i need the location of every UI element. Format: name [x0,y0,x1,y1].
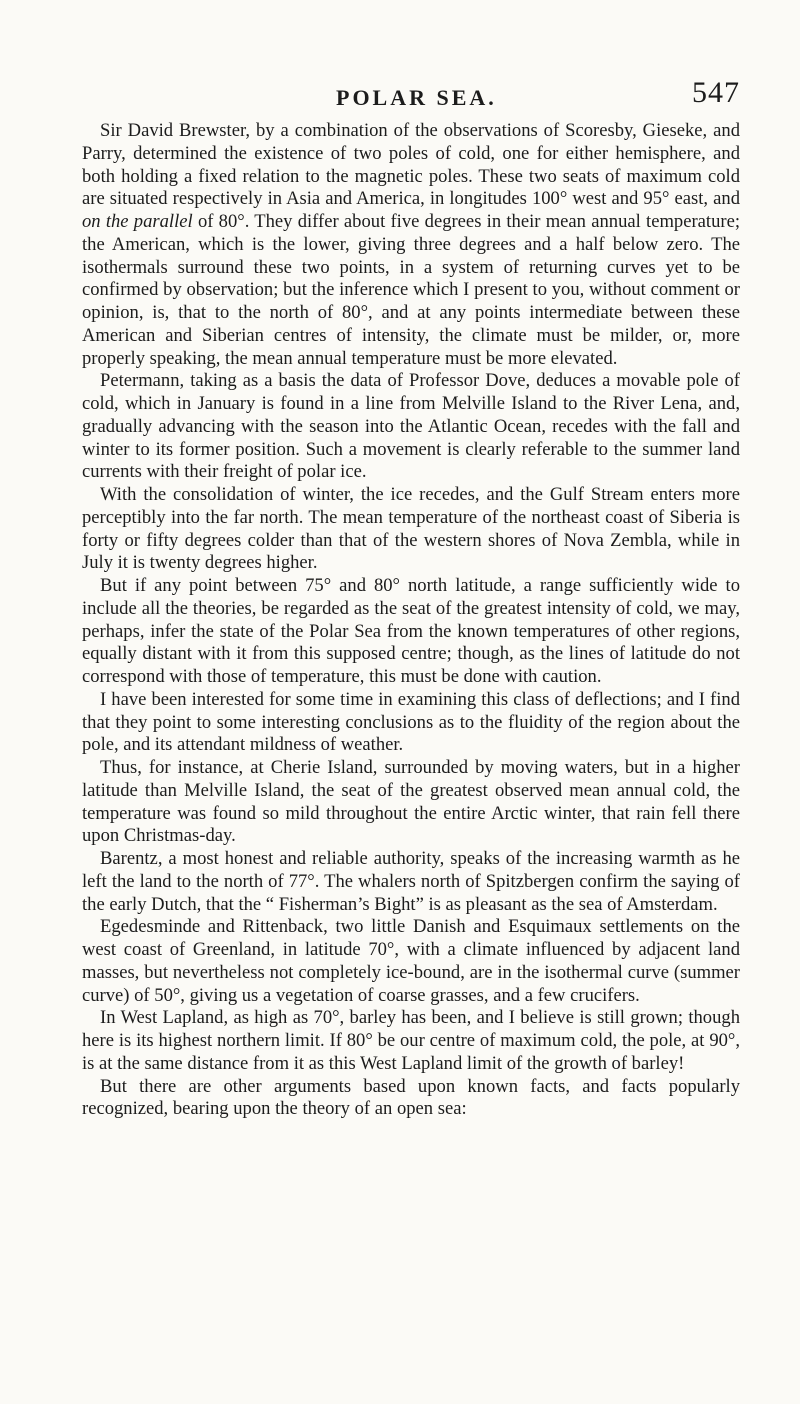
paragraph: With the consolidation of winter, the ice recedes, and the Gulf Stream enters more perceptibly into the far north. The mean temperature of the northeast coast of Siberia is forty or fifty degrees colder than that of the western shores of Nova Zembla, while in July it is twenty degrees higher. [82,484,740,574]
paragraph: Barentz, a most honest and reliable authority, speaks of the increasing warmth as he left the land to the north of 77°. The whalers north of Spitzbergen confirm the saying of the early Dutch, that the “ Fisherman’s Bight” is as pleasant as the sea of Amsterdam. [82,848,740,915]
page-number: 547 [692,76,740,109]
paragraph-text: of 80°. They differ about five degrees in their mean annual temperature; the American, which is the lower, giving three degrees and a half below zero. The isothermals surround these two points, in a system of returning curves yet to be confirmed by observation; but the inference which I present to you, without comment or opinion, is, that to the north of 80°, and at any points intermediate between these American and Siberian centres of intensity, the climate must be milder, or, more properly speaking, the mean annual temperature must be more elevated. [82,211,740,369]
paragraph: But there are other arguments based upon known facts, and facts popularly recognized, bearing upon the theory of an open sea: [82,1075,740,1120]
paragraph: But if any point between 75° and 80° north latitude, a range sufficiently wide to include all the theories, be regarded as the seat of the greatest intensity of cold, we may, perhaps, infer the state of the Polar Sea from the known temperatures of other regions, equally distant with it from this supposed centre; though, as the lines of latitude do not correspond with those of temperature, this must be done with caution. [82,575,740,687]
paragraph [82,120,740,370]
paragraph: In West Lapland, as high as 70°, barley has been, and I believe is still grown; though here is its highest northern limit. If 80° be our centre of maximum cold, the pole, at 90°, is at the same distance from it as this West Lapland limit of the growth of barley! [82,1007,740,1074]
paragraph: Egedesminde and Rittenback, two little Danish and Esquimaux settlements on the west coast of Greenland, in latitude 70°, with a climate influenced by adjacent land masses, but nevertheless not completely ice-bound, are in the isothermal curve (summer curve) of 50°, giving us a vegetation of coarse grasses, and a few crucifers. [82,916,740,1006]
paragraph: Petermann, taking as a basis the data of Professor Dove, deduces a movable pole of cold, which in January is found in a line from Melville Island to the River Lena, and, gradually advancing with the season into the Atlantic Ocean, recedes with the fall and winter to its former position. Such a movement is clearly referable to the summer land currents with their freight of polar ice. [82,370,740,483]
paragraph-text: Sir David Brewster, by a combination of the observations of Scoresby, Gieseke, and Parry, determined the existence of two poles of cold, one for either hemisphere, and both holding a fixed relation to the magnetic poles. These two seats of maximum cold are situated respectively in Asia and America, in longitudes 100° west and 95° east, and [82,120,740,210]
page-header [82,76,740,120]
paragraph: Thus, for instance, at Cherie Island, surrounded by moving waters, but in a higher latitude than Melville Island, the seat of the greatest observed mean annual cold, the temperature was found so mild throughout the entire Arctic winter, that rain fell there upon Christmas-day. [82,757,740,847]
book-page [82,76,740,1121]
italic-phrase: on the parallel [82,211,193,232]
paragraph: I have been interested for some time in examining this class of deflections; and I find that they point to some interesting conclusions as to the fluidity of the region about the pole, and its attendant mildness of weather. [82,688,740,756]
body-text [82,120,740,1121]
running-head: POLAR SEA. [336,85,497,110]
